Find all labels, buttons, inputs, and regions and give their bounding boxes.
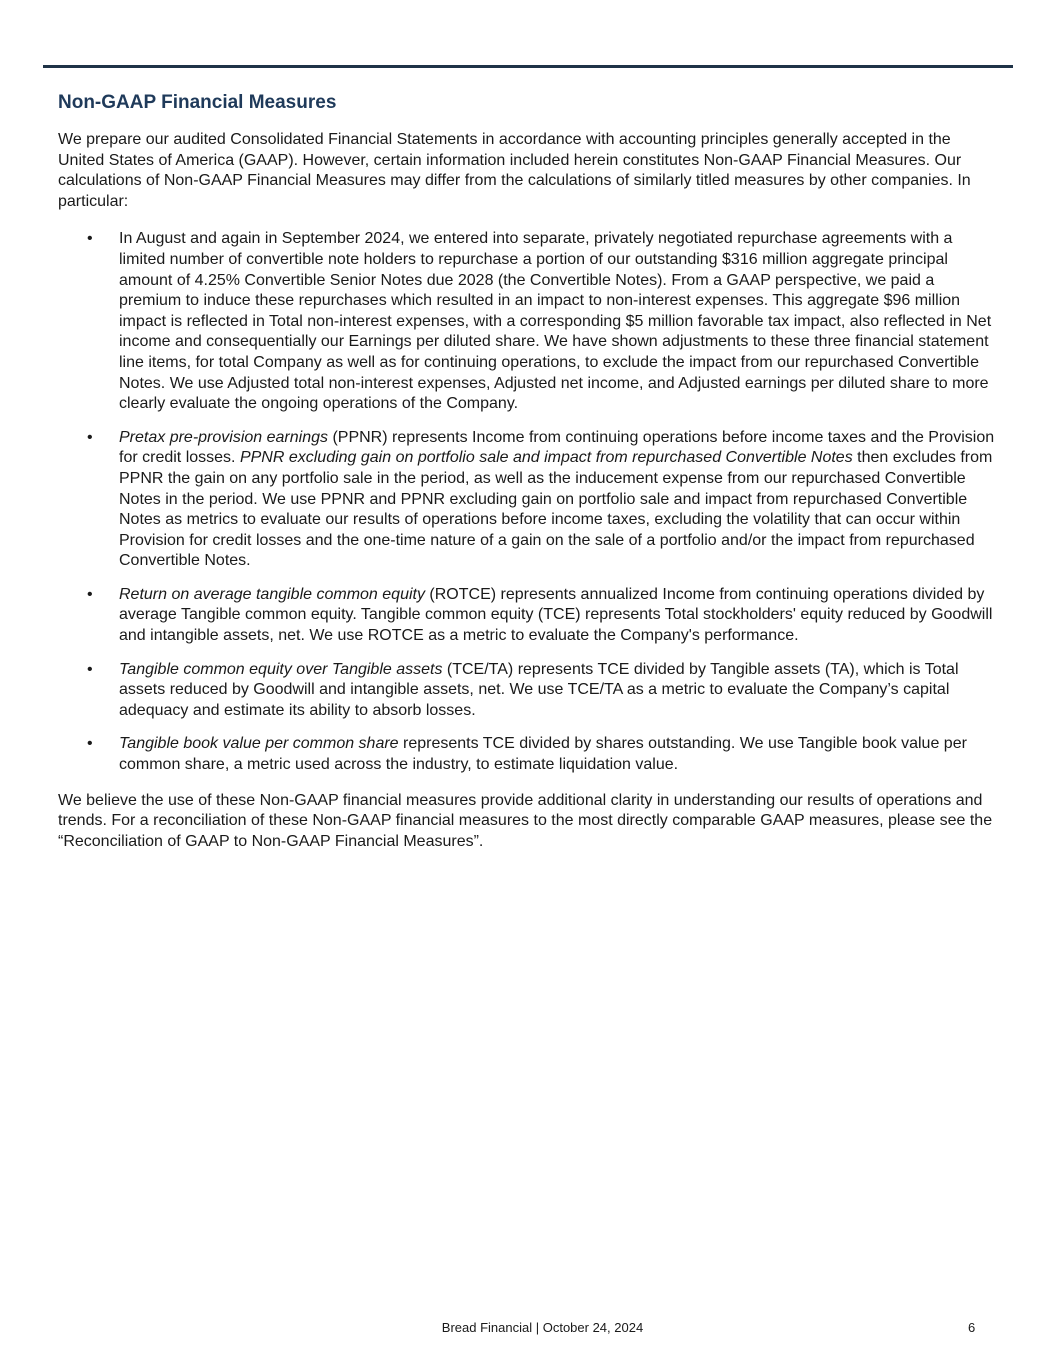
list-item-convertible-notes: [58, 229, 1000, 414]
bullet-icon: •: [87, 230, 93, 248]
page-number: 6: [968, 1320, 976, 1335]
list-item-rotce: [58, 585, 1000, 647]
bullet-icon: •: [87, 660, 93, 678]
list-item-text: In August and again in September 2024, we entered into separate, privately negotiated repurchase agreements with a limited number of convertible note holders to repurchase a portion of our outstanding $316 million aggregate principal amount of 4.25% Convertible Senior Notes due 2028 (the Convertible Notes). From a GAAP perspective, we paid a premium to induce these repurchases which resulted in an impact to non-interest expenses. This aggregate $96 million impact is reflected in Total non-interest expenses, with a corresponding $5 million favorable tax impact, also reflected in Net income and consequentially our Earnings per diluted share. We have shown adjustments to these three financial statement line items, for total Company as well as for continuing operations, to exclude the impact from our repurchased Convertible Notes. We use Adjusted total non-interest expenses, Adjusted net income, and Adjusted earnings per diluted share to more clearly evaluate the ongoing operations of the Company.: [119, 230, 992, 413]
list-item-text: (TCE/TA) represents TCE divided by Tangible assets (TA), which is Total assets reduced by Goodwill and intangible assets, net. We use TCE/TA as a metric to evaluate the Company’s capital adequacy and estimate its ability to absorb losses.: [119, 660, 959, 719]
bullet-icon: •: [87, 585, 93, 603]
bullet-icon: •: [87, 735, 93, 753]
list-item-term-secondary: PPNR excluding gain on portfolio sale and impact from repurchased Convertible Notes: [239, 449, 853, 467]
document-body: [58, 90, 1000, 852]
list-item-term: Pretax pre-provision earnings: [119, 428, 328, 446]
intro-paragraph: We prepare our audited Consolidated Financial Statements in accordance with accounting principles generally accepted in the United States of America (GAAP). However, certain information included herein constitutes Non-GAAP Financial Measures. Our calculations of Non-GAAP Financial Measures may differ from the calculations of similarly titled measures by other companies. In particular:: [58, 131, 971, 210]
closing-paragraph: We believe the use of these Non-GAAP financial measures provide additional clarity in understanding our results of operations and trends. For a reconciliation of these Non-GAAP financial measures to the most directly comparable GAAP measures, please see the “Reconciliation of GAAP to Non-GAAP Financial Measures”.: [58, 791, 993, 850]
list-item-text: (ROTCE) represents annualized Income from continuing operations divided by average Tangible common equity. Tangible common equity (TCE) represents Total stockholders' equity reduced by Goodwill and intangible assets, net. We use ROTCE as a metric to evaluate the Company's performance.: [119, 585, 993, 645]
list-item-text-secondary: then excludes from PPNR the gain on any portfolio sale in the period, as well as the inducement expense from our repurchased Convertible Notes in the period. We use PPNR and PPNR excluding gain on portfolio sale and impact from repurchased Convertible Notes as metrics to evaluate our results of operations before income taxes, excluding the volatility that can occur within Provision for credit losses and the one-time nature of a gain on the sale of a portfolio and/or the impact from repurchased Convertible Notes.: [119, 449, 993, 570]
list-item-text: represents TCE divided by shares outstanding. We use Tangible book value per common share, a metric used across the industry, to estimate liquidation value.: [119, 735, 967, 774]
list-item-ppnr: [58, 428, 1000, 572]
bullet-icon: •: [87, 428, 93, 446]
list-item-term: Tangible book value per common share: [119, 735, 399, 753]
footer-text: Bread Financial | October 24, 2024: [441, 1320, 644, 1335]
list-item-term: Tangible common equity over Tangible assets: [119, 660, 443, 678]
list-item-term: Return on average tangible common equity: [119, 585, 425, 603]
list-item-text: (PPNR) represents Income from continuing operations before income taxes and the Provision for credit losses.: [119, 428, 995, 467]
list-item-tce-ta: [58, 660, 1000, 722]
page-title: Non-GAAP Financial Measures: [58, 92, 337, 113]
measures-list: [58, 229, 1000, 775]
list-item-tangible-book-value: [58, 734, 1000, 775]
header-rule: [43, 65, 1013, 68]
